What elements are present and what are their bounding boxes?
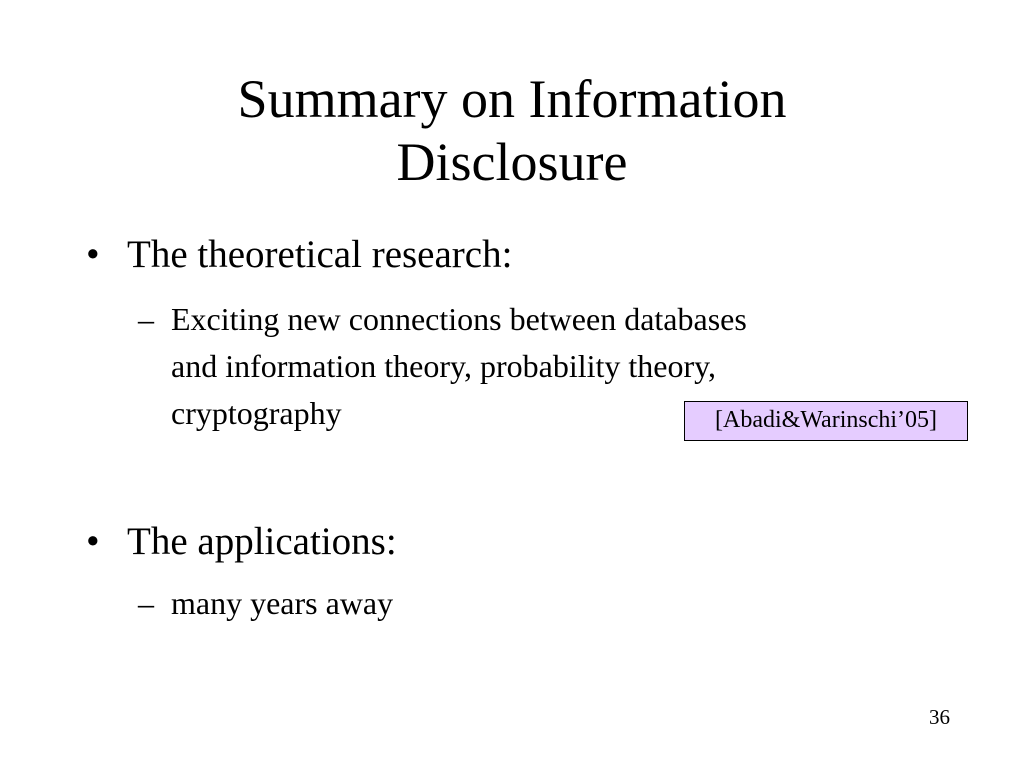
sub-bullet-line-1: Exciting new connections between databases: [171, 301, 747, 337]
page-number: 36: [929, 705, 950, 729]
slide-title: [112, 68, 912, 194]
sub-bullet-marker: –: [138, 301, 154, 337]
sub-bullet-text: [171, 580, 931, 627]
bullet-text: The theoretical research:: [127, 233, 513, 276]
bullet-marker: •: [86, 520, 100, 563]
bullet-marker: •: [86, 233, 100, 276]
sub-bullet-line-3: cryptography: [171, 395, 342, 431]
bullet-text: The applications:: [127, 520, 397, 563]
slide-title-line-1: Summary on Information: [237, 69, 787, 129]
slide-title-line-2: Disclosure: [396, 132, 628, 192]
sub-bullet-marker: –: [138, 585, 154, 621]
citation-box: [Abadi&Warinschi’05]: [684, 401, 968, 441]
sub-bullet-line-1: many years away: [171, 585, 394, 621]
sub-bullet-line-2: and information theory, probability theory,: [171, 348, 717, 384]
